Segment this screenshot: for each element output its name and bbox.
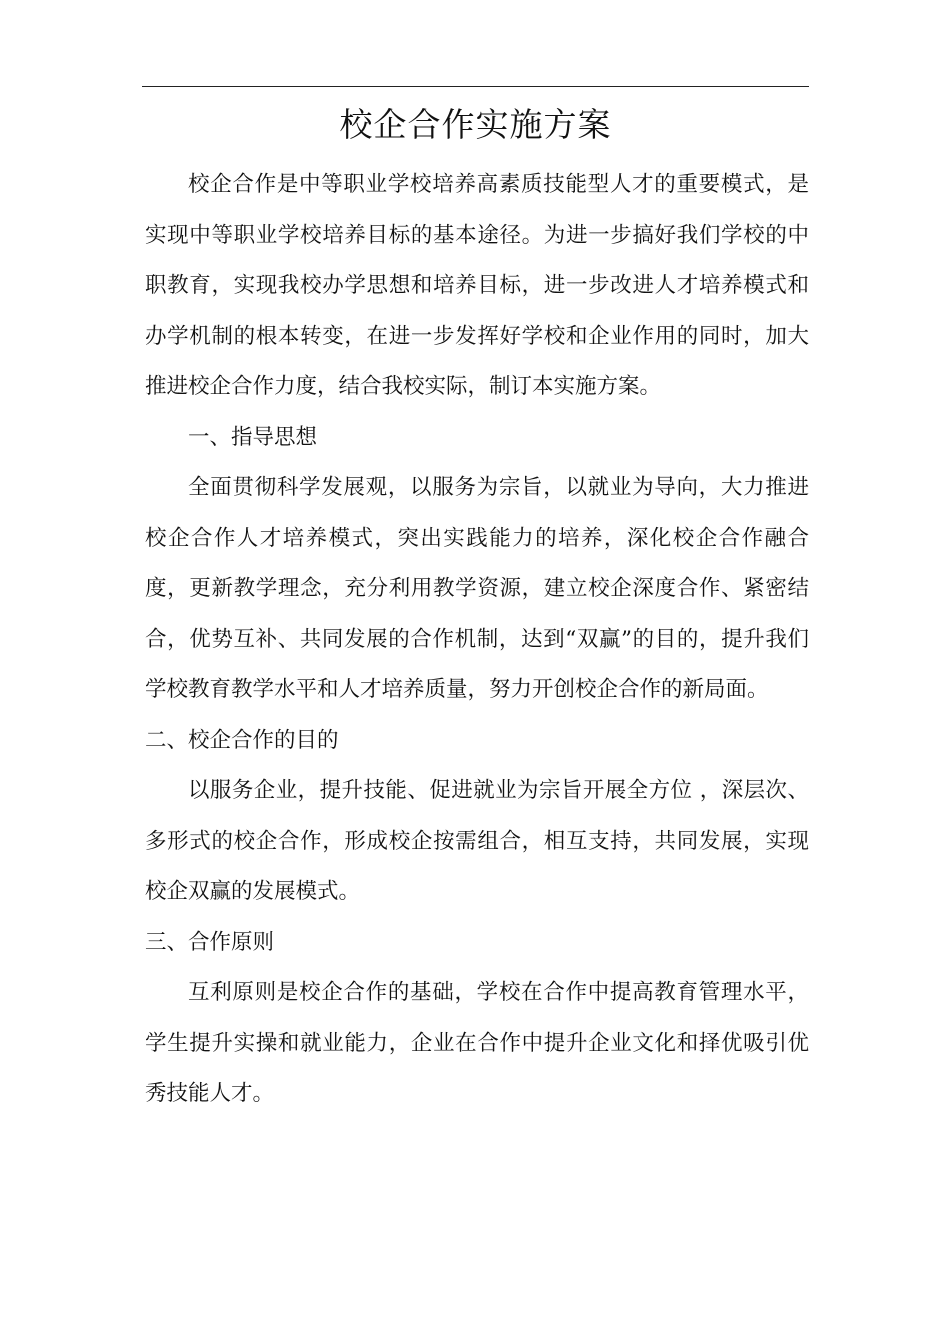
section-body-guiding-thought: 全面贯彻科学发展观，以服务为宗旨，以就业为导向，大力推进校企合作人才培养模式，突出实践能力的培养，深化校企合作融合度，更新教学理念，充分利用教学资源，建立校企深度合作、紧密结合，优势互补、共同发展的合作机制，达到“双赢”的目的，提升我们学校教育教学水平和人才培养质量，努力开创校企合作的新局面。 [145,475,809,702]
header-rule [142,86,809,87]
section-body-principles: 互利原则是校企合作的基础，学校在合作中提高教育管理水平，学生提升实操和就业能力，企业在合作中提升企业文化和择优吸引优秀技能人才。 [145,980,809,1106]
document-title: 校企合作实施方案 [339,105,612,144]
section-heading-purpose: 二、校企合作的目的 [145,727,339,753]
section-body-purpose: 以服务企业，提升技能、促进就业为宗旨开展全方位 ，深层次、多形式的校企合作，形成校企按需组合，相互支持，共同发展，实现校企双赢的发展模式。 [145,778,809,904]
section-heading-principles: 三、合作原则 [145,929,275,955]
document-body [145,160,809,1120]
section-heading-guiding-thought: 一、指导思想 [188,424,318,450]
intro-paragraph: 校企合作是中等职业学校培养高素质技能型人才的重要模式，是实现中等职业学校培养目标的基本途径。为进一步搞好我们学校的中职教育，实现我校办学思想和培养目标，进一步改进人才培养模式和办学机制的根本转变，在进一步发挥好学校和企业作用的同时，加大推进校企合作力度，结合我校实际，制订本实施方案。 [145,172,809,399]
